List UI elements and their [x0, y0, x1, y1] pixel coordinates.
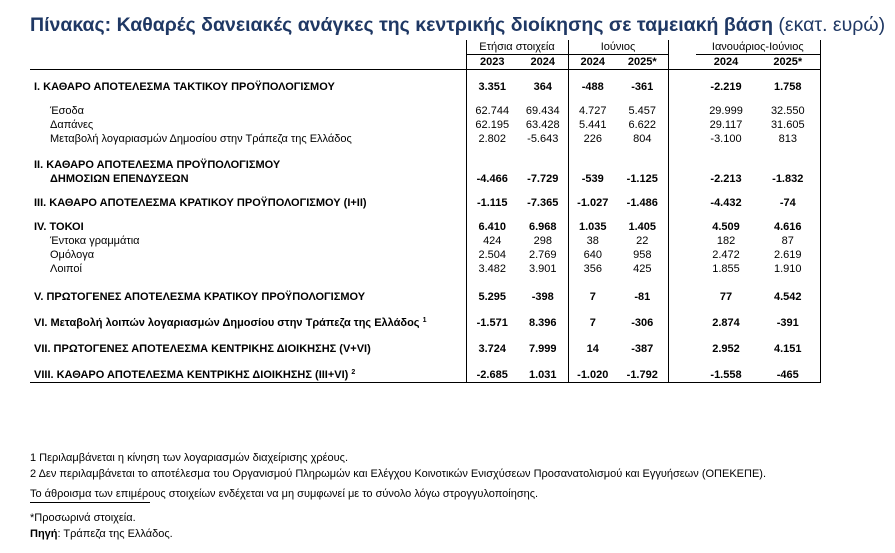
value-cell: 3.901 [528, 263, 557, 275]
value-cell: -539 [568, 158, 617, 186]
value-cell: 8.396 [528, 317, 557, 329]
table-row [30, 342, 820, 356]
row-spacer [30, 330, 820, 342]
value-cell: 4.542 [756, 290, 820, 304]
row-label [30, 158, 466, 186]
row-label-line2: ΔΗΜΟΣΙΩΝ ΕΠΕΝΔΥΣΕΩΝ [50, 173, 189, 185]
value-cell: 3.724 [466, 342, 518, 356]
year-header: 2025* [756, 55, 820, 70]
notes-divider [30, 502, 150, 503]
value-cell: -1.027 [568, 196, 617, 210]
table-row [30, 316, 820, 330]
group-annual: Ετήσια στοιχεία [466, 40, 568, 55]
value-cell: 63.428 [525, 119, 560, 131]
value-cell: -3.100 [710, 133, 742, 145]
value-cell: 29.117 [709, 119, 743, 131]
value-cell: 14 [568, 342, 617, 356]
value-cell: 6.410 [466, 220, 518, 234]
column-gap [668, 80, 696, 94]
value-cell: 2.472 [712, 249, 740, 261]
column-gap [668, 262, 696, 276]
value-cell: 31.605 [756, 118, 820, 132]
value-cell: 1.031 [518, 368, 568, 383]
year-header: 2023 [466, 55, 518, 70]
row-label [30, 290, 466, 304]
column-gap [668, 342, 696, 356]
table-row [30, 248, 820, 262]
value-cell: 32.550 [756, 104, 820, 118]
row-label-text: VII. ΠΡΩΤΟΓΕΝΕΣ ΑΠΟΤΕΛΕΣΜΑ ΚΕΝΤΡΙΚΗΣ ΔΙΟΙΚΗΣΗΣ (V+VI) [34, 343, 371, 355]
value-cell: 22 [636, 235, 649, 247]
column-gap [668, 220, 696, 234]
value-cell: -7.365 [527, 197, 559, 209]
table-row [30, 220, 820, 234]
value-cell: 7 [568, 290, 617, 304]
column-gap [668, 290, 696, 304]
value-cell: 2.952 [712, 343, 740, 355]
value-cell: 813 [756, 132, 820, 146]
value-cell: -4.466 [466, 158, 518, 186]
row-spacer [30, 146, 820, 158]
row-spacer [30, 186, 820, 196]
year-header: 2024 [696, 55, 756, 70]
row-label [30, 342, 466, 356]
header-groups [30, 40, 820, 55]
value-cell: -361 [631, 81, 654, 93]
value-cell: 2.802 [466, 132, 518, 146]
value-cell: 804 [633, 133, 652, 145]
column-gap [668, 118, 696, 132]
footnotes [30, 450, 766, 542]
value-cell: -4.432 [710, 197, 742, 209]
table-row [30, 196, 820, 210]
value-cell: 62.195 [466, 118, 518, 132]
row-label [30, 262, 466, 276]
header-years [30, 55, 820, 70]
table-row [30, 290, 820, 304]
value-cell: 182 [716, 235, 736, 247]
column-gap [668, 132, 696, 146]
page-title [30, 14, 885, 37]
column-gap [668, 368, 696, 383]
value-cell: 7.999 [528, 343, 557, 355]
value-cell: -1.571 [466, 316, 518, 330]
row-label [30, 196, 466, 210]
value-cell: -465 [756, 368, 820, 383]
value-cell: 4.616 [756, 220, 820, 234]
row-label [30, 104, 466, 118]
table-body [30, 70, 820, 383]
value-cell: 5.441 [568, 118, 617, 132]
value-cell: 1.758 [756, 80, 820, 94]
source-text: : Τράπεζα της Ελλάδος. [57, 528, 173, 540]
row-label-text: Λοιποί [50, 263, 82, 275]
table-row [30, 368, 820, 383]
row-label-text: Δαπάνες [50, 119, 94, 131]
value-cell: 2.504 [466, 248, 518, 262]
row-spacer [30, 70, 820, 81]
source-note [30, 526, 766, 542]
title-unit: (εκατ. ευρώ) [778, 14, 886, 36]
row-spacer [30, 276, 820, 290]
value-cell: -1.486 [626, 197, 658, 209]
value-cell: -7.729 [527, 173, 559, 185]
row-label-text: Ομόλογα [50, 249, 95, 261]
value-cell: -2.685 [466, 368, 518, 383]
value-cell: -488 [568, 80, 617, 94]
value-cell: -391 [756, 316, 820, 330]
row-label [30, 316, 466, 330]
value-cell: 2.874 [712, 317, 740, 329]
column-gap [668, 234, 696, 248]
year-header: 2024 [518, 55, 568, 70]
value-cell: 6.622 [628, 119, 657, 131]
value-cell: -387 [631, 343, 654, 355]
value-cell: 3.482 [466, 262, 518, 276]
value-cell: -306 [631, 317, 654, 329]
row-label [30, 234, 466, 248]
value-cell: 2.769 [528, 249, 557, 261]
table-row [30, 80, 820, 94]
row-label [30, 368, 466, 383]
footnote-1: 1 Περιλαμβάνεται η κίνηση των λογαριασμών διαχείρισης χρέους. [30, 452, 349, 464]
value-cell: 1.405 [628, 221, 657, 233]
value-cell: -2.213 [710, 173, 742, 185]
row-label [30, 80, 466, 94]
table-row [30, 158, 820, 186]
value-cell: 6.968 [528, 221, 557, 233]
table-row [30, 132, 820, 146]
row-label [30, 220, 466, 234]
column-gap [668, 158, 696, 186]
value-cell: -74 [756, 196, 820, 210]
value-cell: 2.619 [756, 248, 820, 262]
value-cell: 364 [533, 81, 552, 93]
value-cell: 4.151 [756, 342, 820, 356]
year-header: 2025* [617, 55, 668, 70]
value-cell: 958 [633, 249, 652, 261]
value-cell: 424 [466, 234, 518, 248]
column-gap [668, 316, 696, 330]
value-cell: 7 [568, 316, 617, 330]
value-cell: -1.020 [568, 368, 617, 383]
row-spacer [30, 210, 820, 220]
row-label-text: VIII. ΚΑΘΑΡΟ ΑΠΟΤΕΛΕΣΜΑ ΚΕΝΤΡΙΚΗΣ ΔΙΟΙΚΗΣΗΣ (III+VI) [34, 369, 349, 381]
row-label [30, 248, 466, 262]
value-cell: 298 [533, 235, 552, 247]
row-label [30, 118, 466, 132]
row-label [30, 132, 466, 146]
table-row [30, 104, 820, 118]
value-cell: 640 [568, 248, 617, 262]
value-cell: 29.999 [709, 105, 743, 117]
footnote-marker: 1 [422, 317, 427, 324]
value-cell: 4.509 [712, 221, 740, 233]
column-gap [668, 196, 696, 210]
value-cell: 226 [568, 132, 617, 146]
value-cell: 62.744 [466, 104, 518, 118]
value-cell: 425 [633, 263, 652, 275]
row-spacer [30, 356, 820, 368]
value-cell: 5.457 [628, 105, 657, 117]
row-spacer [30, 304, 820, 316]
row-label-line1: II. ΚΑΘΑΡΟ ΑΠΟΤΕΛΕΣΜΑ ΠΡΟΫΠΟΛΟΓΙΣΜΟΥ [34, 159, 281, 171]
value-cell: -1.558 [696, 368, 756, 383]
row-label-text: IV. ΤΟΚΟΙ [34, 221, 84, 233]
value-cell: 1.035 [568, 220, 617, 234]
value-cell: -5.643 [527, 133, 559, 145]
group-jan-jun: Ιανουάριος-Ιούνιος [696, 40, 820, 55]
value-cell: 77 [719, 291, 733, 303]
row-label-text: Έσοδα [50, 105, 85, 117]
footnote-2: 2 Δεν περιλαμβάνεται το αποτέλεσμα του Οργανισμού Πληρωμών και Ελέγχου Κοινοτικών Ενισχύσεων Προσανατολισμού και Εγγυήσεων (ΟΠΕΚΕΠΕ). [30, 468, 767, 480]
provisional-note: *Προσωρινά στοιχεία. [30, 512, 136, 524]
row-label-text: Έντοκα γραμμάτια [50, 235, 140, 247]
value-cell: -2.219 [710, 81, 742, 93]
row-label-text: VI. Μεταβολή λοιπών λογαριασμών Δημοσίου στην Τράπεζα της Ελλάδος [34, 317, 420, 329]
value-cell: -1.792 [617, 368, 668, 383]
group-june: Ιούνιος [568, 40, 668, 55]
table-row [30, 234, 820, 248]
value-cell: -1.832 [756, 158, 820, 186]
value-cell: 87 [756, 234, 820, 248]
value-cell: 69.434 [525, 105, 560, 117]
value-cell: 1.855 [712, 263, 740, 275]
rounding-note: Το άθροισμα των επιμέρους στοιχείων ενδέχεται να μη συμφωνεί με το σύνολο λόγω στρογγυλοποίησης. [30, 488, 539, 500]
data-table [30, 40, 821, 383]
row-spacer [30, 94, 820, 104]
row-label-text: Μεταβολή λογαριασμών Δημοσίου στην Τράπεζα της Ελλάδος [50, 133, 352, 145]
column-gap [668, 248, 696, 262]
value-cell: 356 [568, 262, 617, 276]
value-cell: 38 [568, 234, 617, 248]
table-row [30, 262, 820, 276]
value-cell: 1.910 [756, 262, 820, 276]
title-main: Πίνακας: Καθαρές δανειακές ανάγκες της κεντρικής διοίκησης σε ταμειακή βάση [30, 14, 773, 36]
source-label: Πηγή [30, 528, 58, 540]
value-cell: 4.727 [568, 104, 617, 118]
value-cell: -398 [531, 291, 554, 303]
column-gap [668, 104, 696, 118]
row-label-text: III. ΚΑΘΑΡΟ ΑΠΟΤΕΛΕΣΜΑ ΚΡΑΤΙΚΟΥ ΠΡΟΫΠΟΛΟΓΙΣΜΟΥ (I+II) [34, 197, 367, 209]
value-cell: -1.115 [466, 196, 518, 210]
value-cell: -81 [634, 291, 651, 303]
value-cell: -1.125 [626, 173, 658, 185]
footnote-marker: 2 [351, 369, 356, 376]
value-cell: 3.351 [466, 80, 518, 94]
table-row [30, 118, 820, 132]
row-label-text: I. ΚΑΘΑΡΟ ΑΠΟΤΕΛΕΣΜΑ ΤΑΚΤΙΚΟΥ ΠΡΟΫΠΟΛΟΓΙΣΜΟΥ [34, 81, 335, 93]
value-cell: 5.295 [466, 290, 518, 304]
year-header: 2024 [568, 55, 617, 70]
row-label-text: V. ΠΡΩΤΟΓΕΝΕΣ ΑΠΟΤΕΛΕΣΜΑ ΚΡΑΤΙΚΟΥ ΠΡΟΫΠΟΛΟΓΙΣΜΟΥ [34, 291, 366, 303]
